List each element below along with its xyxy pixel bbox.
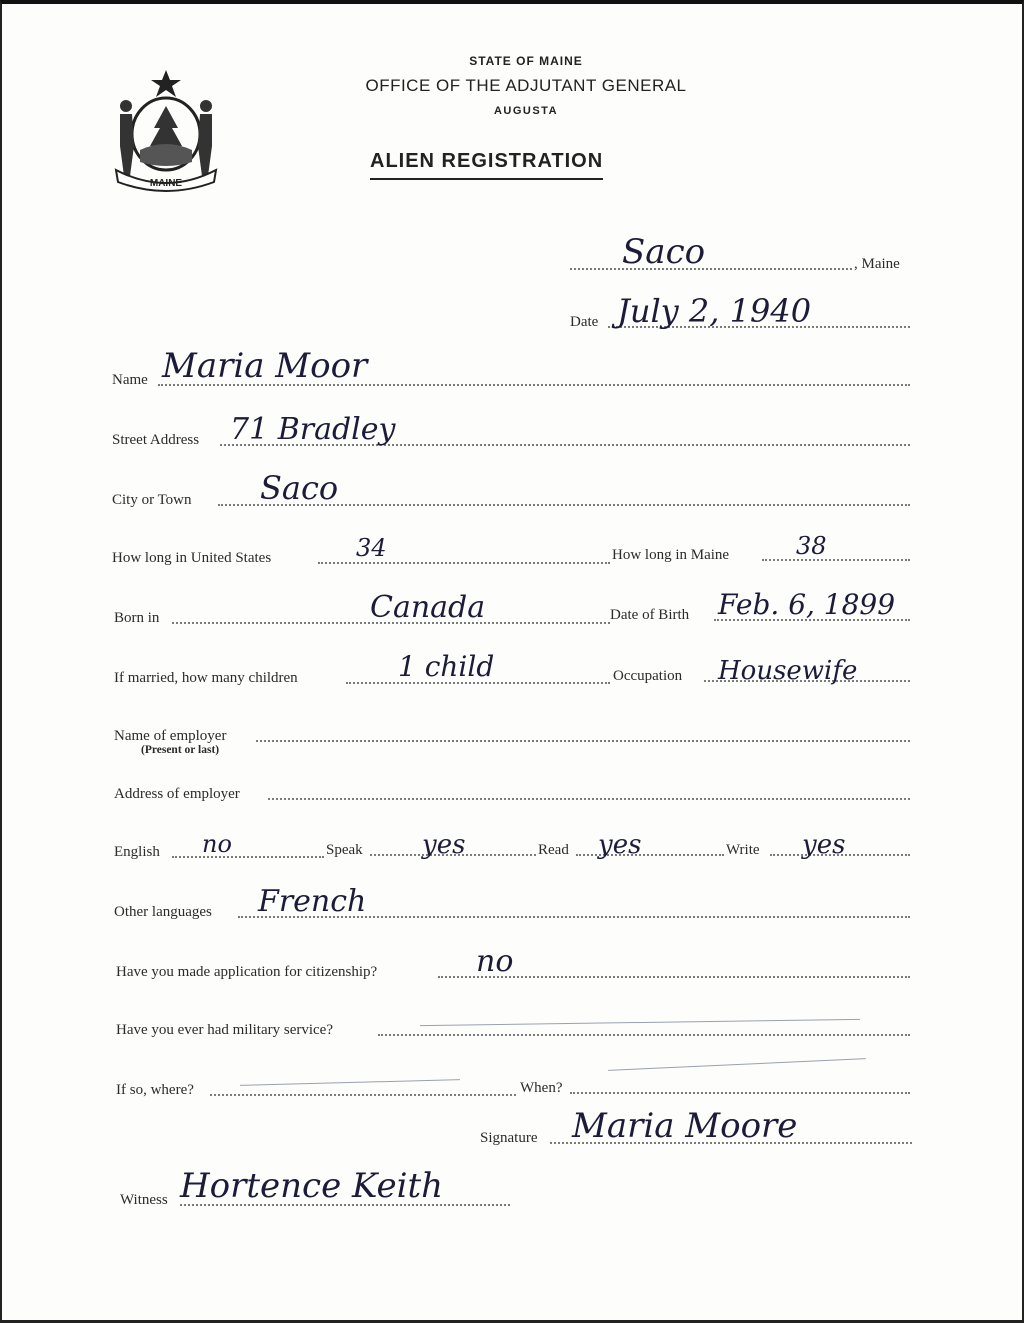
- military-strike-line: [420, 1019, 860, 1026]
- employer-address-line: [268, 798, 910, 800]
- married-children-label: If married, how many children: [114, 670, 298, 686]
- write-label: Write: [726, 842, 760, 858]
- street-address-value: 71 Bradley: [230, 412, 396, 447]
- employer-name-line: [256, 740, 910, 742]
- english-value: no: [202, 830, 232, 858]
- read-value: yes: [598, 830, 642, 860]
- military-label: Have you ever had military service?: [116, 1022, 333, 1038]
- when-strike-line: [608, 1058, 866, 1071]
- svg-text:MAINE: MAINE: [149, 178, 183, 189]
- town-line: [570, 268, 852, 270]
- english-label: English: [114, 844, 160, 860]
- maine-label: , Maine: [854, 256, 900, 272]
- other-languages-value: French: [258, 884, 367, 919]
- date-of-birth-value: Feb. 6, 1899: [718, 588, 896, 621]
- how-long-us-label: How long in United States: [112, 550, 272, 566]
- when-line: [570, 1092, 910, 1094]
- city-or-town-value: Saco: [260, 469, 339, 507]
- how-long-maine-label: How long in Maine: [612, 547, 730, 563]
- occupation-value: Housewife: [718, 656, 858, 686]
- citizenship-value: no: [476, 944, 514, 979]
- english-line: [172, 856, 324, 858]
- city-or-town-label: City or Town: [112, 492, 192, 508]
- town-value: Saco: [622, 232, 706, 272]
- employer-name-sublabel: (Present or last): [141, 744, 220, 756]
- other-languages-label: Other languages: [114, 904, 212, 920]
- name-value: Maria Moor: [162, 346, 368, 386]
- city-heading: AUGUSTA: [493, 105, 559, 117]
- name-label: Name: [112, 372, 148, 388]
- witness-label: Witness: [120, 1192, 168, 1208]
- date-of-birth-label: Date of Birth: [610, 607, 690, 623]
- speak-value: yes: [422, 830, 466, 860]
- signature-label: Signature: [480, 1130, 538, 1146]
- how-long-us-value: 34: [356, 534, 387, 562]
- where-strike-line: [240, 1079, 460, 1086]
- born-in-value: Canada: [370, 590, 486, 625]
- when-label: When?: [520, 1080, 563, 1096]
- date-label: Date: [570, 314, 599, 330]
- speak-label: Speak: [326, 842, 363, 858]
- form-title: ALIEN REGISTRATION: [370, 150, 603, 180]
- street-address-label: Street Address: [112, 432, 200, 448]
- employer-name-label: Name of employer: [114, 728, 227, 744]
- how-long-maine-value: 38: [796, 532, 827, 560]
- signature-value: Maria Moore: [572, 1106, 798, 1146]
- witness-value: Hortence Keith: [180, 1166, 444, 1206]
- how-long-us-line: [318, 562, 610, 564]
- born-in-label: Born in: [114, 610, 160, 626]
- write-value: yes: [802, 830, 846, 860]
- how-long-maine-line: [762, 559, 910, 561]
- office-heading: OFFICE OF THE ADJUTANT GENERAL: [365, 76, 687, 95]
- if-so-where-label: If so, where?: [116, 1082, 194, 1098]
- military-line: [378, 1034, 910, 1036]
- date-value: July 2, 1940: [617, 292, 812, 330]
- citizenship-label: Have you made application for citizenship?: [116, 964, 378, 980]
- employer-address-label: Address of employer: [114, 786, 240, 802]
- children-value: 1 child: [398, 650, 495, 683]
- state-heading: STATE OF MAINE: [469, 54, 583, 68]
- read-label: Read: [538, 842, 569, 858]
- if-so-where-line: [210, 1094, 516, 1096]
- occupation-label: Occupation: [613, 668, 683, 684]
